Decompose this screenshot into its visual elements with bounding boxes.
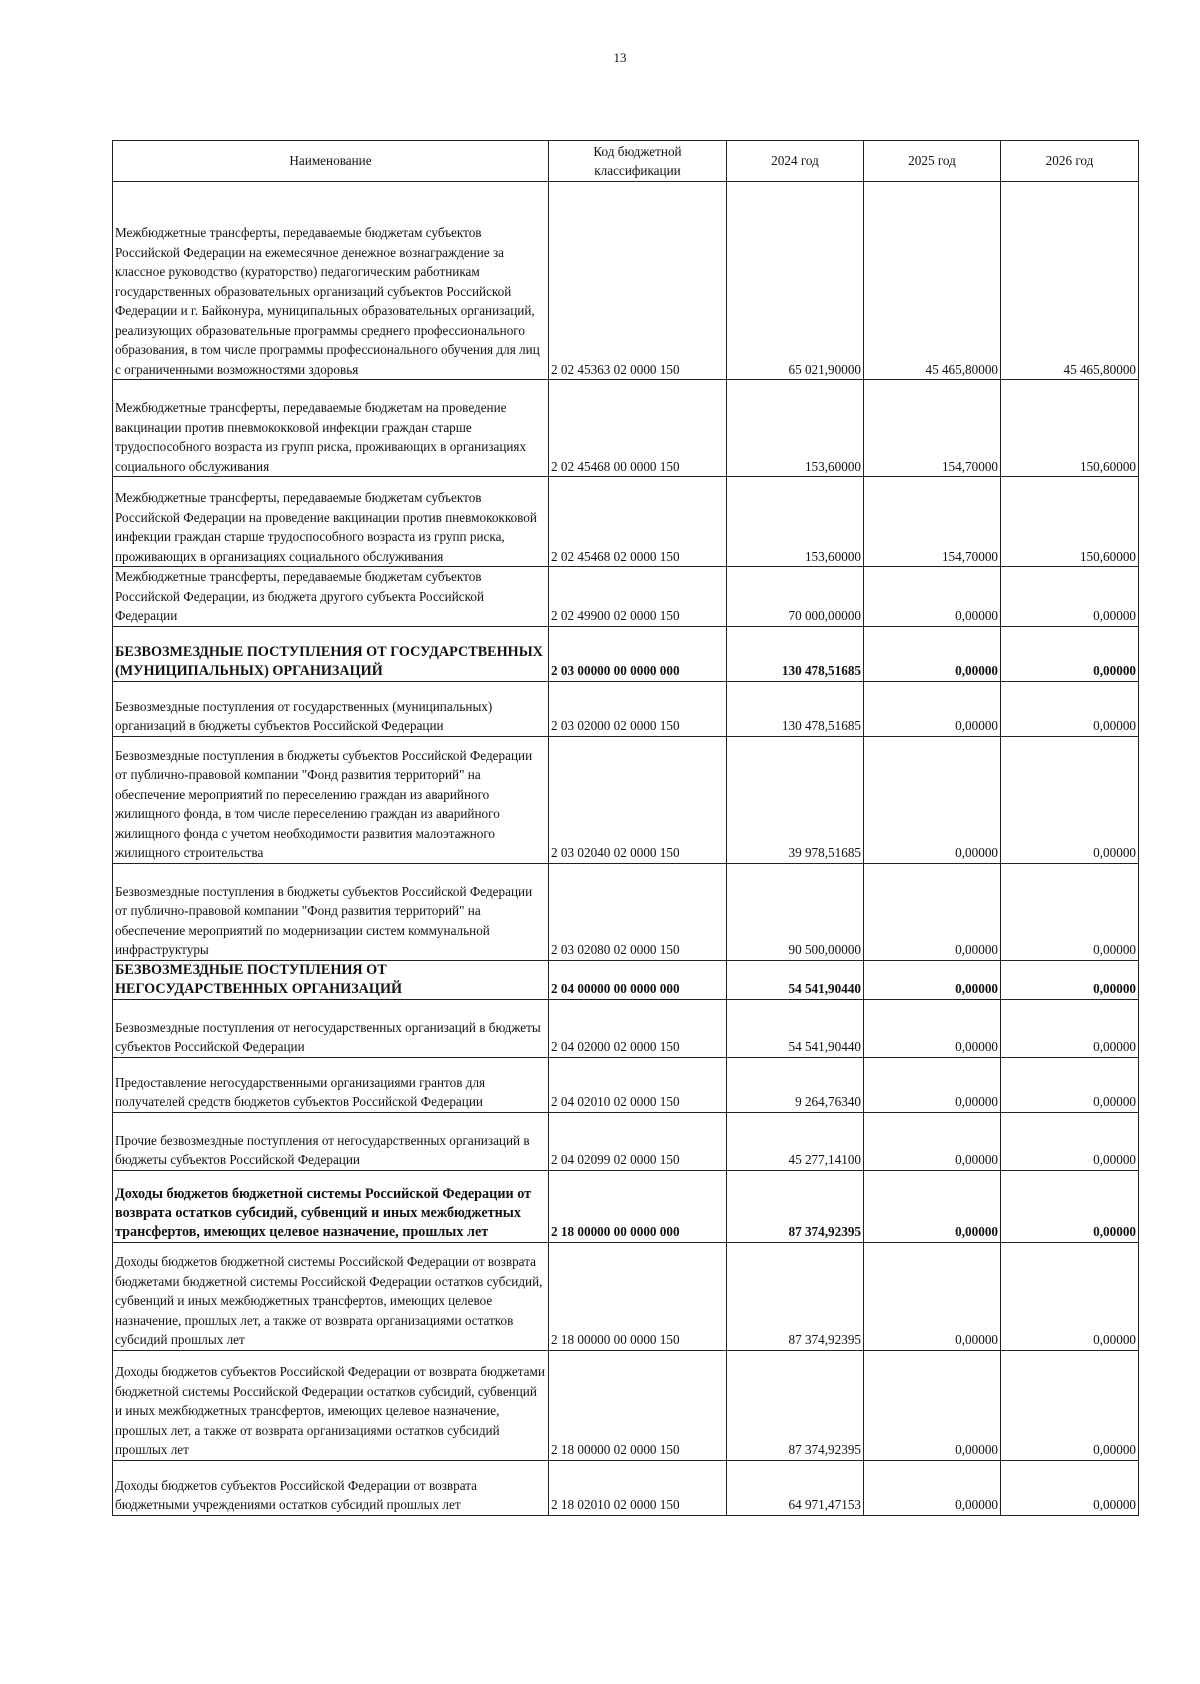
row-name: Прочие безвозмездные поступления от негосударственных организаций в бюджеты субъектов Российской Федерации bbox=[113, 1112, 549, 1170]
row-code: 2 02 45468 00 0000 150 bbox=[549, 380, 727, 477]
row-value-2025: 0,00000 bbox=[864, 681, 1001, 736]
row-value-2025: 0,00000 bbox=[864, 1170, 1001, 1242]
row-value-2024: 64 971,47153 bbox=[727, 1460, 864, 1515]
row-name: Доходы бюджетов субъектов Российской Федерации от возврата бюджетными учреждениями остатков субсидий прошлых лет bbox=[113, 1460, 549, 1515]
row-value-2026: 0,00000 bbox=[1001, 736, 1139, 863]
table-row bbox=[113, 863, 1139, 960]
table-row-section bbox=[113, 960, 1139, 999]
page-number: 13 bbox=[613, 50, 627, 65]
header-2025: 2025 год bbox=[864, 141, 1001, 182]
row-value-2026: 0,00000 bbox=[1001, 1460, 1139, 1515]
table-row bbox=[113, 1242, 1139, 1350]
table-row bbox=[113, 380, 1139, 477]
table-header-row bbox=[113, 141, 1139, 182]
row-name: БЕЗВОЗМЕЗДНЫЕ ПОСТУПЛЕНИЯ ОТ ГОСУДАРСТВЕННЫХ (МУНИЦИПАЛЬНЫХ) ОРГАНИЗАЦИЙ bbox=[113, 626, 549, 681]
row-value-2026: 0,00000 bbox=[1001, 1112, 1139, 1170]
row-code: 2 18 02010 02 0000 150 bbox=[549, 1460, 727, 1515]
row-value-2026: 0,00000 bbox=[1001, 1350, 1139, 1460]
header-2026: 2026 год bbox=[1001, 141, 1139, 182]
row-name: Доходы бюджетов бюджетной системы Российской Федерации от возврата бюджетами бюджетной системы Российской Федерации остатков субсидий, субвенций и иных межбюджетных трансфертов, имеющих целевое назначение, прошлых лет, а также от возврата организациями остатков субсидий прошлых лет bbox=[113, 1242, 549, 1350]
row-value-2026: 0,00000 bbox=[1001, 1242, 1139, 1350]
row-value-2026: 0,00000 bbox=[1001, 999, 1139, 1057]
row-name: Межбюджетные трансферты, передаваемые бюджетам субъектов Российской Федерации, из бюджета другого субъекта Российской Федерации bbox=[113, 567, 549, 627]
row-name: Межбюджетные трансферты, передаваемые бюджетам на проведение вакцинации против пневмококковой инфекции граждан старше трудоспособного возраста из групп риска, проживающих в организациях социального обслуживания bbox=[113, 380, 549, 477]
table-row-section bbox=[113, 626, 1139, 681]
row-value-2024: 130 478,51685 bbox=[727, 681, 864, 736]
row-code: 2 18 00000 02 0000 150 bbox=[549, 1350, 727, 1460]
row-code: 2 02 45468 02 0000 150 bbox=[549, 477, 727, 567]
row-name: Безвозмездные поступления от негосударственных организаций в бюджеты субъектов Российской Федерации bbox=[113, 999, 549, 1057]
row-value-2026: 150,60000 bbox=[1001, 380, 1139, 477]
row-code: 2 04 00000 00 0000 000 bbox=[549, 960, 727, 999]
row-code: 2 04 02099 02 0000 150 bbox=[549, 1112, 727, 1170]
row-code: 2 04 02010 02 0000 150 bbox=[549, 1057, 727, 1112]
table-row bbox=[113, 681, 1139, 736]
row-value-2026: 0,00000 bbox=[1001, 863, 1139, 960]
header-name: Наименование bbox=[113, 141, 549, 182]
row-value-2025: 0,00000 bbox=[864, 626, 1001, 681]
row-value-2024: 65 021,90000 bbox=[727, 182, 864, 380]
row-code: 2 03 02000 02 0000 150 bbox=[549, 681, 727, 736]
table-row bbox=[113, 1460, 1139, 1515]
table-row bbox=[113, 567, 1139, 627]
table-row bbox=[113, 1112, 1139, 1170]
row-value-2024: 90 500,00000 bbox=[727, 863, 864, 960]
row-value-2024: 45 277,14100 bbox=[727, 1112, 864, 1170]
row-code: 2 04 02000 02 0000 150 bbox=[549, 999, 727, 1057]
row-value-2024: 87 374,92395 bbox=[727, 1350, 864, 1460]
row-value-2026: 0,00000 bbox=[1001, 960, 1139, 999]
header-code: Код бюджетной классификации bbox=[549, 141, 727, 182]
row-value-2025: 0,00000 bbox=[864, 1350, 1001, 1460]
row-name: Межбюджетные трансферты, передаваемые бюджетам субъектов Российской Федерации на ежемесячное денежное вознаграждение за классное руководство (кураторство) педагогическим работникам государственных образовательных организаций субъектов Российской Федерации и г. Байконура, муниципальных образовательных организаций, реализующих образовательные программы среднего профессионального образования, в том числе программы профессионального обучения для лиц с ограниченными возможностями здоровья bbox=[113, 182, 549, 380]
row-value-2025: 154,70000 bbox=[864, 380, 1001, 477]
table-body bbox=[113, 182, 1139, 1516]
row-code: 2 18 00000 00 0000 150 bbox=[549, 1242, 727, 1350]
row-value-2024: 153,60000 bbox=[727, 477, 864, 567]
row-value-2025: 0,00000 bbox=[864, 1460, 1001, 1515]
row-value-2024: 130 478,51685 bbox=[727, 626, 864, 681]
row-value-2024: 9 264,76340 bbox=[727, 1057, 864, 1112]
table-row bbox=[113, 736, 1139, 863]
table-row bbox=[113, 1350, 1139, 1460]
row-code: 2 03 02040 02 0000 150 bbox=[549, 736, 727, 863]
row-value-2025: 0,00000 bbox=[864, 863, 1001, 960]
row-value-2025: 0,00000 bbox=[864, 1057, 1001, 1112]
row-code: 2 03 00000 00 0000 000 bbox=[549, 626, 727, 681]
row-name: Безвозмездные поступления в бюджеты субъектов Российской Федерации от публично-правовой компании "Фонд развития территорий" на обеспечение мероприятий по модернизации систем коммунальной инфраструктуры bbox=[113, 863, 549, 960]
row-name: Межбюджетные трансферты, передаваемые бюджетам субъектов Российской Федерации на проведение вакцинации против пневмококковой инфекции граждан старше трудоспособного возраста из групп риска, проживающих в организациях социального обслуживания bbox=[113, 477, 549, 567]
row-name: Доходы бюджетов субъектов Российской Федерации от возврата бюджетами бюджетной системы Российской Федерации остатков субсидий, субвенций и иных межбюджетных трансфертов, имеющих целевое назначение, прошлых лет, а также от возврата организациями остатков субсидий прошлых лет bbox=[113, 1350, 549, 1460]
row-value-2026: 0,00000 bbox=[1001, 1170, 1139, 1242]
table-row bbox=[113, 182, 1139, 380]
budget-table bbox=[112, 140, 1139, 1516]
row-name: БЕЗВОЗМЕЗДНЫЕ ПОСТУПЛЕНИЯ ОТ НЕГОСУДАРСТВЕННЫХ ОРГАНИЗАЦИЙ bbox=[113, 960, 549, 999]
row-value-2024: 153,60000 bbox=[727, 380, 864, 477]
row-value-2024: 54 541,90440 bbox=[727, 960, 864, 999]
row-value-2024: 87 374,92395 bbox=[727, 1242, 864, 1350]
header-2024: 2024 год bbox=[727, 141, 864, 182]
row-name: Безвозмездные поступления в бюджеты субъектов Российской Федерации от публично-правовой компании "Фонд развития территорий" на обеспечение мероприятий по переселению граждан из аварийного жилищного фонда, в том числе переселению граждан из аварийного жилищного фонда с учетом необходимости развития малоэтажного жилищного строительства bbox=[113, 736, 549, 863]
row-value-2026: 0,00000 bbox=[1001, 1057, 1139, 1112]
row-value-2026: 0,00000 bbox=[1001, 567, 1139, 627]
row-code: 2 02 45363 02 0000 150 bbox=[549, 182, 727, 380]
row-value-2025: 0,00000 bbox=[864, 1242, 1001, 1350]
table-row bbox=[113, 1057, 1139, 1112]
table-row bbox=[113, 999, 1139, 1057]
row-value-2026: 45 465,80000 bbox=[1001, 182, 1139, 380]
row-code: 2 02 49900 02 0000 150 bbox=[549, 567, 727, 627]
row-value-2025: 0,00000 bbox=[864, 567, 1001, 627]
table-row-section bbox=[113, 1170, 1139, 1242]
row-value-2025: 0,00000 bbox=[864, 960, 1001, 999]
row-name: Предоставление негосударственными организациями грантов для получателей средств бюджетов субъектов Российской Федерации bbox=[113, 1057, 549, 1112]
row-value-2025: 154,70000 bbox=[864, 477, 1001, 567]
row-name: Доходы бюджетов бюджетной системы Российской Федерации от возврата остатков субсидий, субвенций и иных межбюджетных трансфертов, имеющих целевое назначение, прошлых лет bbox=[113, 1170, 549, 1242]
row-value-2025: 0,00000 bbox=[864, 999, 1001, 1057]
row-value-2025: 0,00000 bbox=[864, 736, 1001, 863]
row-value-2025: 0,00000 bbox=[864, 1112, 1001, 1170]
row-value-2024: 87 374,92395 bbox=[727, 1170, 864, 1242]
row-value-2025: 45 465,80000 bbox=[864, 182, 1001, 380]
row-value-2024: 54 541,90440 bbox=[727, 999, 864, 1057]
row-code: 2 18 00000 00 0000 000 bbox=[549, 1170, 727, 1242]
row-value-2024: 70 000,00000 bbox=[727, 567, 864, 627]
row-name: Безвозмездные поступления от государственных (муниципальных) организаций в бюджеты субъектов Российской Федерации bbox=[113, 681, 549, 736]
row-value-2026: 0,00000 bbox=[1001, 681, 1139, 736]
row-value-2026: 0,00000 bbox=[1001, 626, 1139, 681]
table-row bbox=[113, 477, 1139, 567]
row-value-2026: 150,60000 bbox=[1001, 477, 1139, 567]
row-value-2024: 39 978,51685 bbox=[727, 736, 864, 863]
row-code: 2 03 02080 02 0000 150 bbox=[549, 863, 727, 960]
